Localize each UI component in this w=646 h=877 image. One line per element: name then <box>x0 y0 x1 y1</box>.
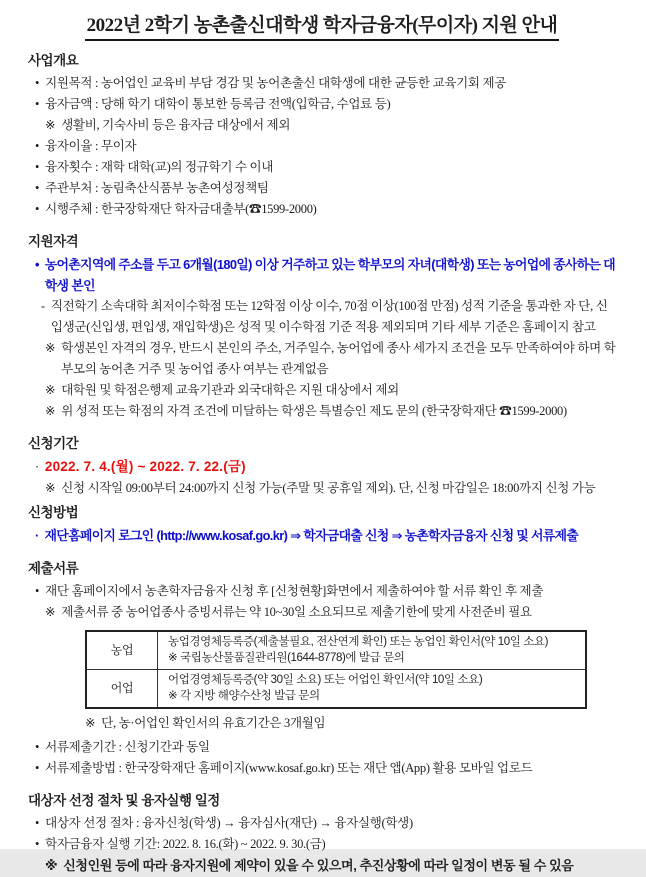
documents-line <box>35 758 616 779</box>
documents-line-text: 서류제출방법 : 한국장학재단 홈페이지(www.kosaf.go.kr) 또는 재단 앱(App) 활용 모바일 업로드 <box>45 761 533 775</box>
eligibility-note-text: 위 성적 또는 학점의 자격 조건에 미달하는 학생은 특별승인 제도 문의 (한국장학재단 ☎1599-2000) <box>61 404 567 418</box>
table-content-line: ※ 각 지방 해양수산청 발급 문의 <box>168 689 320 702</box>
dash-marker: - <box>41 299 45 313</box>
schedule-line-text: 학자금융자 실행 기간: 2022. 8. 16.(화) ~ 2022. 9. 30.(금) <box>45 837 326 851</box>
eligibility-note-text: 대학원 및 학점은행제 교육기관과 외국대학은 지원 대상에서 제외 <box>61 383 399 397</box>
bullet-marker: • <box>35 816 40 830</box>
eligibility-note-text: 학생본인 자격의 경우, 반드시 본인의 주소, 거주일수, 농어업에 종사 세가지 조건을 모두 만족하여야 하며 학부모의 농어촌 거주 및 농어업 종사 여부는 관계없음 <box>61 341 616 376</box>
bullet-marker: • <box>35 97 40 111</box>
section-heading-documents: 제출서류 <box>28 561 79 576</box>
bullet-marker: • <box>35 76 40 90</box>
section-heading-apply-method: 신청방법 <box>28 505 79 520</box>
eligibility-line <box>41 296 616 338</box>
reference-marker: ※ <box>45 858 58 873</box>
documents-line-text: 서류제출기간 : 신청기간과 동일 <box>45 740 210 754</box>
schedule-line <box>35 834 616 855</box>
section-heading-overview: 사업개요 <box>28 53 79 68</box>
overview-line <box>35 157 616 178</box>
bullet-marker: • <box>35 181 40 195</box>
apply-period-date-text: 2022. 7. 4.(월) ~ 2022. 7. 22.(금) <box>44 459 246 474</box>
eligibility-note-line <box>45 380 616 401</box>
section-heading-schedule: 대상자 선정 절차 및 융자실행 일정 <box>28 793 220 808</box>
eligibility-highlight-line <box>35 254 616 296</box>
table-content-line: 어업경영체등록증(약 30일 소요) 또는 어업인 확인서(약 10일 소요) <box>168 674 483 686</box>
documents-line-text: 재단 홈페이지에서 농촌학자금융자 신청 후 [신청현황]화면에서 제출하여야 할 서류 확인 후 제출 <box>45 584 544 598</box>
overview-line-text: 융자이율 : 무이자 <box>45 139 137 153</box>
apply-period-note-line <box>45 478 616 499</box>
table-row-label: 어업 <box>86 670 158 709</box>
bullet-marker: • <box>35 740 40 754</box>
overview-line <box>35 73 616 94</box>
schedule-line-text: 대상자 선정 절차 : 융자신청(학생) → 융자심사(재단) → 융자실행(학생) <box>45 816 413 830</box>
apply-method-line <box>35 525 616 547</box>
overview-line-text: 융자금액 : 당해 학기 대학이 통보한 등록금 전액(입학금, 수업료 등) <box>45 97 391 111</box>
bullet-marker: • <box>35 160 40 174</box>
overview-line <box>35 94 616 115</box>
table-row-content <box>158 670 587 709</box>
schedule-notice-text: 신청인원 등에 따라 융자지원에 제약이 있을 수 있으며, 추진상황에 따라 일정이 변동 될 수 있음 <box>63 858 574 873</box>
overview-line-text: 시행주체 : 한국장학재단 학자금대출부(☎1599-2000) <box>45 202 317 216</box>
bullet-marker: • <box>35 584 40 598</box>
table-content-line: 농업경영체등록증(제출불필요, 전산연계 확인) 또는 농업인 확인서(약 10일 소요) <box>168 636 549 648</box>
bullet-marker: • <box>35 761 40 775</box>
eligibility-note-line <box>45 338 616 380</box>
table-row-fishery <box>86 670 586 709</box>
apply-method-text: 재단홈페이지 로그인 (http://www.kosaf.go.kr) ⇒ 학자금대출 신청 ⇒ 농촌학자금융자 신청 및 서류제출 <box>44 528 579 543</box>
overview-line-text: 융자횟수 : 재학 대학(교)의 정규학기 수 이내 <box>45 160 274 174</box>
document-title: 2022년 2학기 농촌출신대학생 학자금융자(무이자) 지원 안내 <box>85 10 560 41</box>
eligibility-highlight-text: 농어촌지역에 주소를 두고 6개월(180일) 이상 거주하고 있는 학부모의 자녀(대학생) 또는 농어업에 종사하는 대학생 본인 <box>44 257 616 293</box>
bullet-marker: • <box>35 837 40 851</box>
eligibility-line-text: 직전학기 소속대학 최저이수학점 또는 12학점 이상 이수, 70점 이상(100점 만점) 성적 기준을 통과한 자 단, 신입생군(신입생, 편입생, 재입학생)은 성적 및 이수학점 기준 적용 제외되며 기타 세부 기준은 홈페이지 참고 <box>50 299 608 334</box>
reference-marker: ※ <box>45 605 56 619</box>
section-heading-eligibility: 지원자격 <box>28 234 79 249</box>
bullet-marker: • <box>35 257 39 272</box>
documents-line <box>35 737 616 758</box>
overview-line <box>35 199 616 220</box>
table-row-content <box>158 631 587 670</box>
apply-period-date-line <box>35 456 616 478</box>
table-note-text: 단, 농·어업인 확인서의 유효기간은 3개월임 <box>101 716 326 730</box>
overview-line-text: 주관부처 : 농림축산식품부 농촌여성정책팀 <box>45 181 269 195</box>
documents-table <box>85 630 587 709</box>
dot-marker: · <box>35 528 39 543</box>
reference-marker: ※ <box>45 341 56 355</box>
documents-note-line <box>45 602 616 623</box>
documents-line <box>35 581 616 602</box>
dot-marker: · <box>35 460 39 474</box>
reference-marker: ※ <box>45 383 56 397</box>
reference-marker: ※ <box>85 716 96 730</box>
overview-line <box>35 178 616 199</box>
eligibility-note-line <box>45 401 616 422</box>
reference-marker: ※ <box>45 481 56 495</box>
schedule-line <box>35 813 616 834</box>
overview-line <box>35 136 616 157</box>
bullet-marker: • <box>35 202 40 216</box>
overview-note-text: 생활비, 기숙사비 등은 융자금 대상에서 제외 <box>61 118 291 132</box>
overview-note-line <box>45 115 616 136</box>
apply-period-note-text: 신청 시작일 09:00부터 24:00까지 신청 가능(주말 및 공휴일 제외). 단, 신청 마감일은 18:00까지 신청 가능 <box>61 481 596 495</box>
table-row-label: 농업 <box>86 631 158 670</box>
table-content-line: ※ 국립농산물품질관리원(1644-8778)에 발급 문의 <box>168 651 405 664</box>
reference-marker: ※ <box>45 118 56 132</box>
table-note-line <box>85 713 616 734</box>
documents-note-text: 제출서류 중 농어업종사 증빙서류는 약 10~30일 소요되므로 제출기한에 맞게 사전준비 필요 <box>61 605 532 619</box>
overview-line-text: 지원목적 : 농어업인 교육비 부담 경감 및 농어촌출신 대학생에 대한 균등한 교육기회 제공 <box>45 76 507 90</box>
table-row-agriculture <box>86 631 586 670</box>
schedule-notice-line <box>45 855 616 877</box>
title-container <box>28 10 616 41</box>
reference-marker: ※ <box>45 404 56 418</box>
bullet-marker: • <box>35 139 40 153</box>
section-heading-apply-period: 신청기간 <box>28 436 79 451</box>
